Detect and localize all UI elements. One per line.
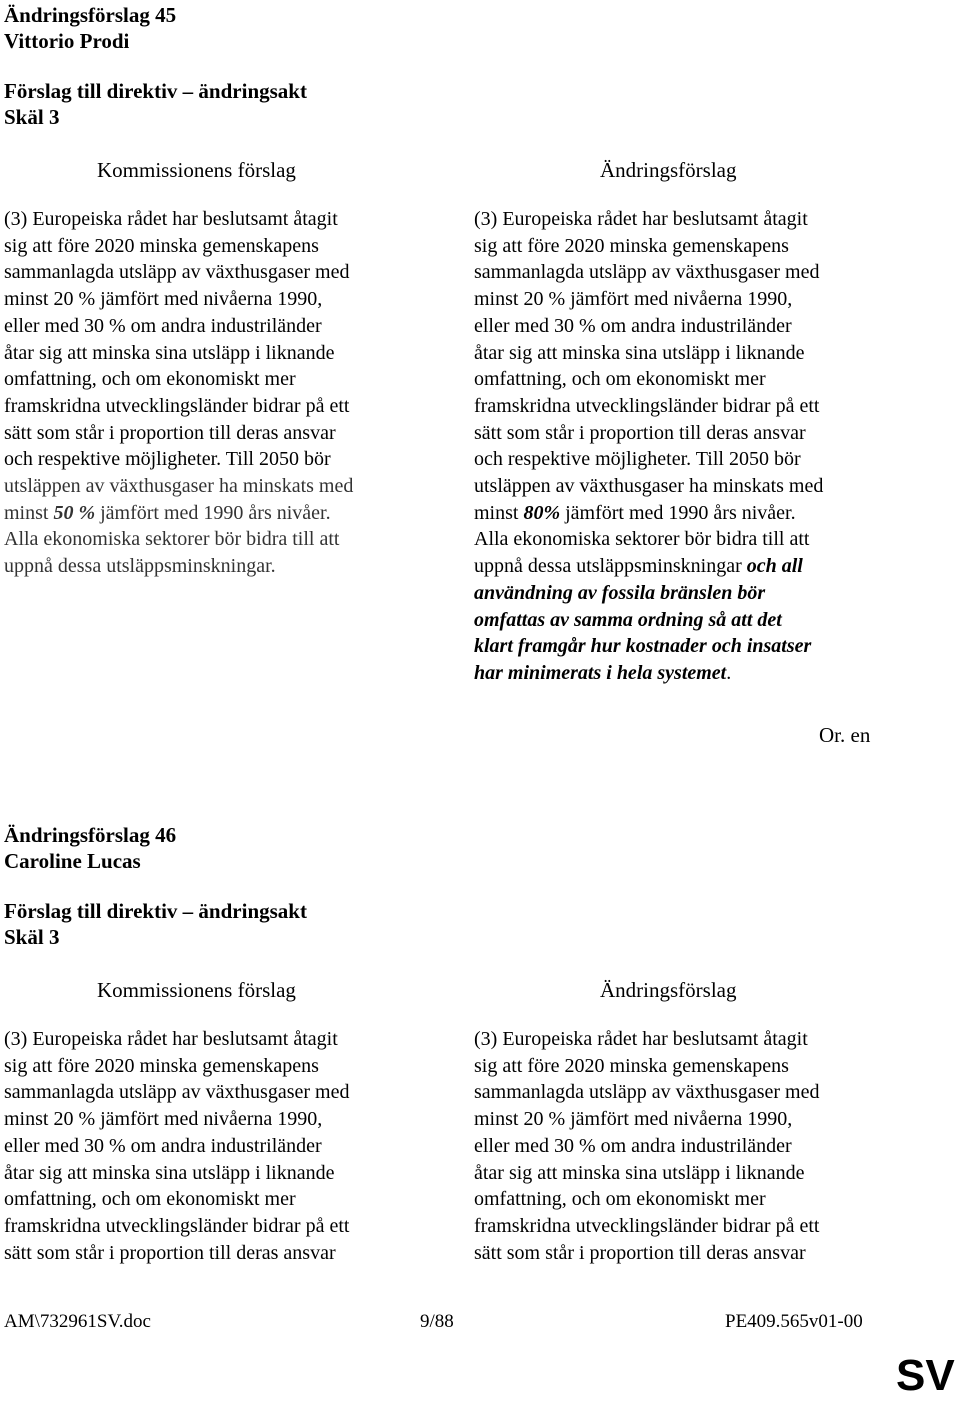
amendment-45-right-heading: Ändringsförslag bbox=[600, 158, 737, 182]
text-line: åtar sig att minska sina utsläpp i liknande bbox=[474, 1161, 805, 1184]
text-line: sätt som står i proportion till deras ansvar bbox=[4, 1241, 336, 1264]
text-line: (3) Europeiska rådet har beslutsamt åtagit bbox=[4, 208, 338, 230]
text-line: åtar sig att minska sina utsläpp i liknande bbox=[474, 341, 805, 364]
text-line: minst 20 % jämfört med nivåerna 1990, bbox=[474, 1108, 793, 1131]
text-line: åtar sig att minska sina utsläpp i liknande bbox=[4, 1161, 335, 1184]
text-line: utsläppen av växthusgaser ha minskats med bbox=[4, 475, 354, 498]
footer-language-code: SV bbox=[896, 1351, 955, 1400]
text-line: omfattning, och om ekonomiskt mer bbox=[474, 368, 766, 391]
text-line: sig att före 2020 minska gemenskapens bbox=[474, 234, 789, 257]
text-line: och respektive möjligheter. Till 2050 bör bbox=[4, 448, 331, 471]
changed-value: 50 % bbox=[53, 501, 96, 524]
text-line: minst 20 % jämfört med nivåerna 1990, bbox=[4, 1108, 323, 1131]
text-line: framskridna utvecklingsländer bidrar på ett bbox=[4, 394, 350, 417]
text-line: eller med 30 % om andra industriländer bbox=[474, 1134, 792, 1157]
text-line: sig att före 2020 minska gemenskapens bbox=[4, 234, 319, 257]
text-line: sammanlagda utsläpp av växthusgaser med bbox=[4, 261, 350, 284]
text-line: Alla ekonomiska sektorer bör bidra till att bbox=[4, 528, 340, 551]
amendment-46-proposal: Förslag till direktiv – ändringsakt bbox=[4, 899, 307, 923]
text-line: sammanlagda utsläpp av växthusgaser med bbox=[474, 1081, 820, 1104]
text-line: omfattning, och om ekonomiskt mer bbox=[4, 1188, 296, 1211]
text-line: utsläppen av växthusgaser ha minskats med bbox=[474, 475, 824, 498]
footer-doc-ref: AM\732961SV.doc bbox=[4, 1311, 151, 1332]
text-line: eller med 30 % om andra industriländer bbox=[4, 314, 322, 337]
amendment-45-left-heading: Kommissionens förslag bbox=[97, 158, 296, 182]
amendment-45-title: Ändringsförslag 45 bbox=[4, 3, 177, 27]
footer-pe-ref: PE409.565v01-00 bbox=[725, 1311, 863, 1332]
text-line: och respektive möjligheter. Till 2050 bör bbox=[474, 448, 801, 471]
footer-page-number: 9/88 bbox=[420, 1311, 454, 1332]
text-line: framskridna utvecklingsländer bidrar på ett bbox=[4, 1214, 350, 1237]
amendment-45-recital: Skäl 3 bbox=[4, 105, 60, 129]
text-line: minst 20 % jämfört med nivåerna 1990, bbox=[474, 288, 793, 311]
text-line-emphasis: minst 80% jämfört med 1990 års nivåer. bbox=[474, 501, 796, 524]
text-line-emphasis: omfattas av samma ordning så att det bbox=[474, 608, 782, 631]
text-line: sätt som står i proportion till deras ansvar bbox=[4, 421, 336, 444]
text-line: eller med 30 % om andra industriländer bbox=[474, 314, 792, 337]
amendment-46-left-heading: Kommissionens förslag bbox=[97, 978, 296, 1002]
text-line: minst 20 % jämfört med nivåerna 1990, bbox=[4, 288, 323, 311]
text-line: sammanlagda utsläpp av växthusgaser med bbox=[474, 261, 820, 284]
text-line: omfattning, och om ekonomiskt mer bbox=[474, 1188, 766, 1211]
text-line: sig att före 2020 minska gemenskapens bbox=[474, 1054, 789, 1077]
amendment-46-title: Ändringsförslag 46 bbox=[4, 823, 177, 847]
text-line: (3) Europeiska rådet har beslutsamt åtagit bbox=[474, 208, 808, 230]
text-line: sätt som står i proportion till deras ansvar bbox=[474, 1241, 806, 1264]
amendment-45-proposal: Förslag till direktiv – ändringsakt bbox=[4, 79, 307, 103]
amendment-46-commission-text bbox=[4, 1026, 444, 1266]
text-line: (3) Europeiska rådet har beslutsamt åtagit bbox=[4, 1028, 338, 1050]
amendment-46-right-heading: Ändringsförslag bbox=[600, 978, 737, 1002]
text-line: Alla ekonomiska sektorer bör bidra till att bbox=[474, 528, 810, 551]
text-line-emphasis: minst 50 % jämfört med 1990 års nivåer. bbox=[4, 501, 331, 524]
text-line: sig att före 2020 minska gemenskapens bbox=[4, 1054, 319, 1077]
text-line: uppnå dessa utsläppsminskningar. bbox=[4, 555, 276, 578]
text-line: (3) Europeiska rådet har beslutsamt åtagit bbox=[474, 1028, 808, 1050]
text-line: framskridna utvecklingsländer bidrar på ett bbox=[474, 394, 820, 417]
text-line: åtar sig att minska sina utsläpp i liknande bbox=[4, 341, 335, 364]
amendment-45-author: Vittorio Prodi bbox=[4, 29, 130, 53]
changed-value: 80% bbox=[523, 501, 561, 524]
text-line: framskridna utvecklingsländer bidrar på ett bbox=[474, 1214, 820, 1237]
text-line: eller med 30 % om andra industriländer bbox=[4, 1134, 322, 1157]
amendment-45-commission-text bbox=[4, 206, 444, 580]
text-line-emphasis: klart framgår hur kostnader och insatser bbox=[474, 635, 812, 658]
text-line-emphasis: uppnå dessa utsläppsminskningar och all bbox=[474, 555, 803, 578]
amendment-46-amendment-text bbox=[474, 1026, 914, 1266]
amendment-46-author: Caroline Lucas bbox=[4, 849, 141, 873]
original-language: Or. en bbox=[819, 723, 871, 747]
text-line-emphasis: har minimerats i hela systemet. bbox=[474, 661, 732, 684]
text-line: omfattning, och om ekonomiskt mer bbox=[4, 368, 296, 391]
amendment-46-recital: Skäl 3 bbox=[4, 925, 60, 949]
amendment-45-amendment-text bbox=[474, 206, 914, 687]
text-line: sätt som står i proportion till deras ansvar bbox=[474, 421, 806, 444]
text-line: sammanlagda utsläpp av växthusgaser med bbox=[4, 1081, 350, 1104]
text-line-emphasis: användning av fossila bränslen bör bbox=[474, 581, 766, 604]
